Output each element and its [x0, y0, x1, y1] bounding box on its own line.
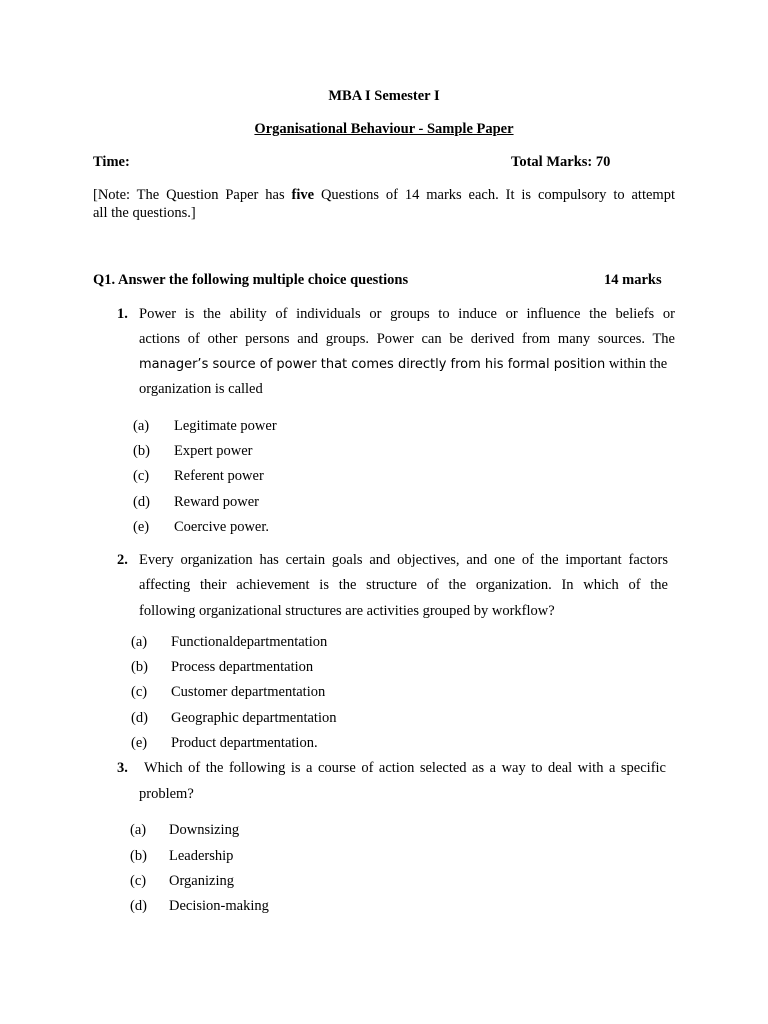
note-line-2: all the questions.]	[93, 205, 196, 221]
section-marks: 14 marks	[604, 272, 662, 288]
q3-option-b-label: (b)	[130, 848, 147, 864]
q2-option-c-text: Customer departmentation	[171, 684, 326, 700]
time-label: Time:	[93, 154, 130, 170]
q1-option-e-text: Coercive power.	[174, 519, 270, 535]
q3-option-d-label: (d)	[130, 898, 147, 914]
q2-option-d-label: (d)	[131, 710, 148, 726]
total-marks: Total Marks: 70	[511, 154, 611, 170]
paper-title-text: Organisational Behaviour - Sample Paper	[254, 121, 514, 137]
q1-option-b-label: (b)	[133, 443, 150, 459]
question-1-line-3-sans: manager’s source of power that comes directly from his formal position	[139, 357, 606, 372]
q1-option-a-label: (a)	[133, 418, 150, 434]
question-2-line-1: Every organization has certain goals and objectives, and one of the important factors	[139, 552, 668, 568]
note-text-1: [Note: The Question Paper has	[93, 187, 292, 203]
question-2-line-2: affecting their achievement is the structure of the organization. In which of the	[139, 577, 668, 593]
q1-option-a-text: Legitimate power	[174, 418, 277, 434]
q2-option-e-label: (e)	[131, 735, 148, 751]
q1-option-d-text: Reward power	[174, 494, 259, 510]
q3-option-a-text: Downsizing	[169, 822, 240, 838]
q1-option-e-label: (e)	[133, 519, 150, 535]
q2-option-a-label: (a)	[131, 634, 148, 650]
question-1-number: 1.	[117, 306, 128, 322]
question-3-number: 3.	[117, 760, 128, 776]
question-2-line-3: following organizational structures are activities grouped by workflow?	[139, 603, 555, 619]
q2-option-a-text: Functionaldepartmentation	[171, 634, 328, 650]
question-3-line-1: Which of the following is a course of action selected as a way to deal with a specific	[144, 760, 666, 776]
q2-option-e-text: Product departmentation.	[171, 735, 318, 751]
q2-option-b-text: Process departmentation	[171, 659, 314, 675]
note-bold: five	[291, 187, 315, 203]
q2-option-b-label: (b)	[131, 659, 148, 675]
question-1-line-1: Power is the ability of individuals or groups to induce or influence the beliefs or	[139, 306, 675, 322]
q3-option-c-text: Organizing	[169, 873, 234, 889]
q2-option-d-text: Geographic departmentation	[171, 710, 337, 726]
note-text-2: Questions of 14 marks each. It is compulsory to attempt	[314, 187, 675, 203]
question-1-line-3	[139, 356, 667, 373]
q1-option-d-label: (d)	[133, 494, 150, 510]
q2-option-c-label: (c)	[131, 684, 148, 700]
question-1-line-3-serif: within the	[605, 356, 668, 372]
q3-option-d-text: Decision-making	[169, 898, 269, 914]
section-heading: Q1. Answer the following multiple choice questions	[93, 272, 409, 288]
paper-title	[0, 121, 768, 138]
question-3-line-2: problem?	[139, 786, 194, 802]
q3-option-b-text: Leadership	[169, 848, 234, 864]
question-1-line-4: organization is called	[139, 381, 263, 397]
q1-option-c-label: (c)	[133, 468, 150, 484]
q1-option-c-text: Referent power	[174, 468, 264, 484]
question-1-line-2: actions of other persons and groups. Power can be derived from many sources. The	[139, 331, 675, 347]
note-line-1	[93, 187, 675, 204]
program-heading: MBA I Semester I	[328, 88, 440, 104]
q1-option-b-text: Expert power	[174, 443, 253, 459]
question-2-number: 2.	[117, 552, 128, 568]
q3-option-a-label: (a)	[130, 822, 147, 838]
q3-option-c-label: (c)	[130, 873, 147, 889]
